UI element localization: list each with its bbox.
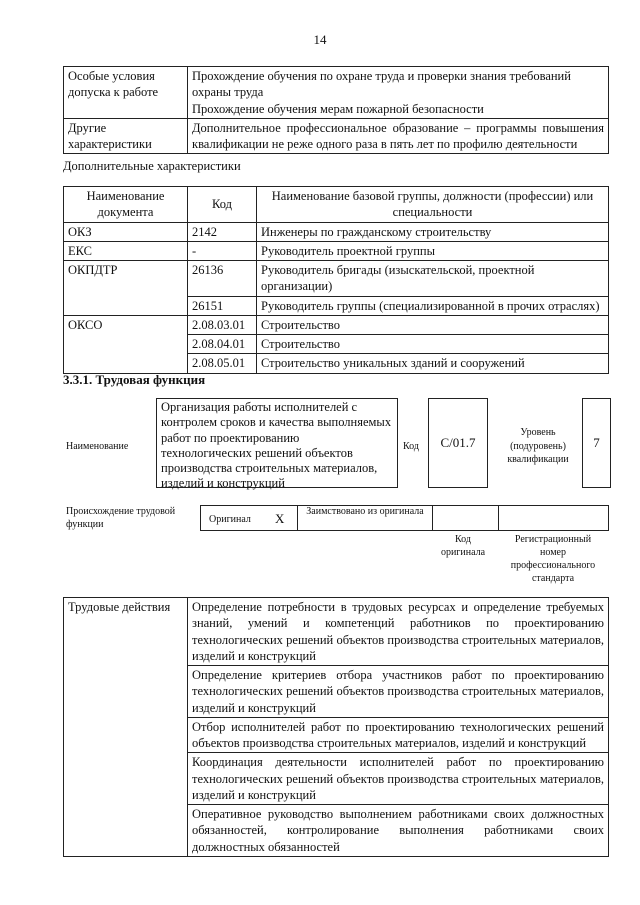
- code-cell: 2.08.03.01: [188, 315, 257, 334]
- origin-row: [200, 505, 609, 531]
- condition-line: Дополнительное профессиональное образование – программы повышения квалификации не реже одного раза в пять лет по профилю деятельности: [192, 120, 604, 151]
- code-label: Код: [403, 441, 419, 452]
- code-cell: -: [188, 241, 257, 260]
- actions-table: [63, 597, 609, 857]
- table-row: [64, 222, 609, 241]
- function-name-box: Организация работы исполнителей с контролем сроков и качества выполняемых работ по проектированию технологических решений объектов производства строительных материалов, изделий и конструкций: [156, 398, 398, 488]
- name-cell: Строительство: [257, 335, 609, 354]
- name-cell: Руководитель бригады (изыскательской, проектной организации): [257, 261, 609, 297]
- function-heading: 3.3.1. Трудовая функция: [63, 372, 206, 387]
- table-header-row: [64, 187, 609, 223]
- name-cell: Руководитель проектной группы: [257, 241, 609, 260]
- table-row: [64, 261, 609, 297]
- page-number: 14: [313, 32, 327, 47]
- original-mark: X: [275, 511, 285, 526]
- origin-divider: [432, 506, 433, 530]
- column-header: Наименование базовой группы, должности (профессии) или специальности: [257, 187, 609, 223]
- condition-line: Прохождение обучения мерам пожарной безопасности: [192, 101, 484, 116]
- table-row: [64, 67, 609, 119]
- code-cell: 2142: [188, 222, 257, 241]
- code-cell: 2.08.05.01: [188, 354, 257, 373]
- original-label: Оригинал: [209, 514, 251, 525]
- borrowed-label: Заимствовано из оригинала: [306, 506, 424, 517]
- condition-label: Другие характеристики: [64, 118, 188, 154]
- name-cell: Строительство уникальных зданий и сооружений: [257, 354, 609, 373]
- code-cell: 26151: [188, 296, 257, 315]
- name-cell: Руководитель группы (специализированной в прочих отраслях): [257, 296, 609, 315]
- actions-label: Трудовые действия: [64, 598, 188, 857]
- table-row: [64, 598, 609, 666]
- action-item: Определение критериев отбора участников работ по проектированию технологических решений объектов производства строительных материалов, изделий и конструкций: [188, 666, 609, 718]
- origin-divider: [498, 506, 499, 530]
- level-label: Уровень (подуровень) квалификации: [507, 427, 569, 465]
- code-value-box: [428, 398, 488, 488]
- table-row: [64, 241, 609, 260]
- reg-number-label: Регистрационный номер профессионального стандарта: [510, 534, 596, 584]
- level-value: 7: [593, 434, 600, 450]
- code-origin-label: Код оригинала: [440, 534, 486, 558]
- code-cell: 26136: [188, 261, 257, 297]
- code-cell: 2.08.04.01: [188, 335, 257, 354]
- name-label: Наименование: [66, 441, 129, 452]
- action-item: Определение потребности в трудовых ресурсах и определение требуемых знаний, умений и компетенций работников по проектированию технологических решений объектов производства строительных материалов, изделий и конструкций: [188, 598, 609, 666]
- origin-label: Происхождение трудовой функции: [66, 506, 176, 530]
- column-header: Наименование документа: [64, 187, 188, 223]
- condition-label: Особые условия допуска к работе: [64, 67, 188, 119]
- column-header: Код: [188, 187, 257, 223]
- action-item: Оперативное руководство выполнением работниками своих должностных обязанностей, контролирование выполнения работниками своих должностных обязанностей: [188, 805, 609, 857]
- table-row: [64, 118, 609, 154]
- additional-title: Дополнительные характеристики: [63, 159, 241, 173]
- conditions-table: [63, 66, 609, 154]
- origin-divider: [297, 506, 298, 530]
- doc-cell: ОКСО: [64, 315, 188, 373]
- doc-cell: ОКЗ: [64, 222, 188, 241]
- action-item: Координация деятельности исполнителей работ по проектированию технологических решений объектов производства строительных материалов, изделий и конструкций: [188, 753, 609, 805]
- condition-value: [188, 67, 609, 119]
- level-value-box: [582, 398, 611, 488]
- name-cell: Строительство: [257, 315, 609, 334]
- doc-cell: ЕКС: [64, 241, 188, 260]
- additional-table: [63, 186, 609, 374]
- condition-line: Прохождение обучения по охране труда и проверки знания требований охраны труда: [192, 69, 571, 100]
- action-item: Отбор исполнителей работ по проектированию технологических решений объектов производства строительных материалов, изделий и конструкций: [188, 717, 609, 753]
- doc-cell: ОКПДТР: [64, 261, 188, 316]
- condition-value: [188, 118, 609, 154]
- name-cell: Инженеры по гражданскому строительству: [257, 222, 609, 241]
- code-value: C/01.7: [440, 434, 476, 450]
- table-row: [64, 315, 609, 334]
